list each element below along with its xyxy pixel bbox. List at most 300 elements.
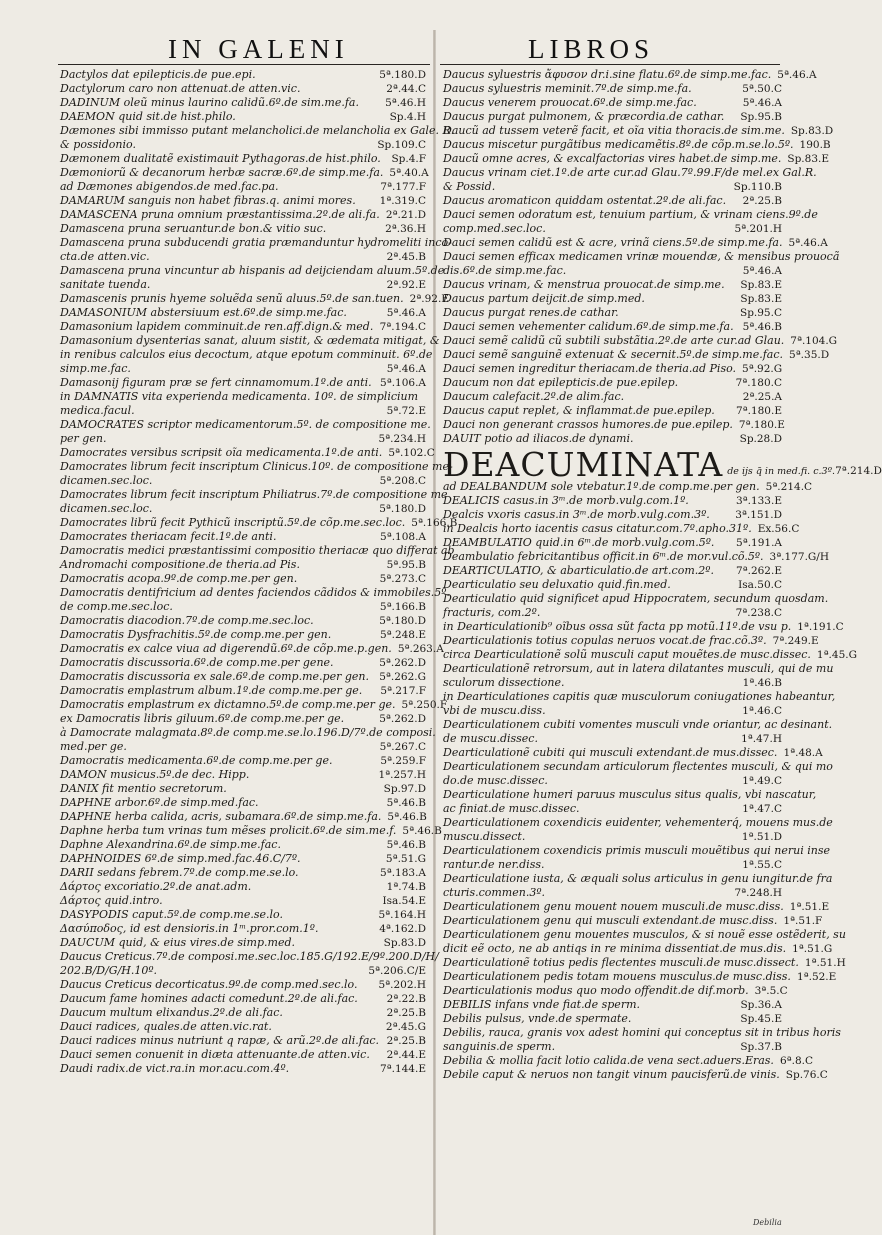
entry-text: DAMOCRATES scriptor medicamentorum.5º. de compositione me.	[60, 418, 431, 431]
headword-note: de ijs q̃ in med.fi. c.3º.	[727, 466, 836, 477]
entry-text: Debile caput & neruos non tangit vinum paucisferũ.de vinis.	[443, 1068, 780, 1081]
index-entry	[443, 376, 782, 390]
entry-text: Daucum calefacit.2º.de alim.fac.	[443, 390, 625, 403]
index-entry	[443, 858, 782, 872]
entry-text: DADINUM oleũ minus laurino calidũ.6º.de sim.me.fa.	[60, 96, 359, 109]
index-entry	[60, 82, 426, 96]
index-entry	[60, 222, 426, 236]
entry-reference: 7ª.262.E	[735, 565, 782, 577]
entry-reference: 5ª.262.D	[379, 713, 426, 725]
index-entry	[60, 936, 426, 950]
entry-text: & possidonio.	[60, 138, 136, 151]
entry-text: DASYPODIS caput.5º.de comp.me.se.lo.	[60, 908, 283, 921]
entry-text: Damascena pruna subducendi gratia præmanduntur hydromeliti inco-	[60, 236, 452, 249]
index-entry	[60, 1062, 426, 1076]
entry-text: DAPHNE herba calida, acris, subamara.6º.de simp.me.fa.	[60, 810, 382, 823]
entry-reference: 5ª.214.C	[765, 481, 813, 493]
entry-reference: 1ª.319.C	[379, 195, 426, 207]
header-rule-left	[58, 64, 430, 65]
index-entry	[443, 802, 782, 816]
entry-text: Daucus partum deijcit.de simp.med.	[443, 292, 645, 305]
index-entry	[60, 628, 426, 642]
entry-reference: 2ª.21.D	[385, 209, 426, 221]
index-entry	[443, 956, 846, 970]
entry-reference: 7ª.180.E	[735, 405, 782, 417]
entry-text: Daucus syluestris meminit.7º.de simp.me.fa.	[443, 82, 692, 95]
entry-text: Damocratis Dysfrachitis.5º.de comp.me.per gen.	[60, 628, 332, 641]
index-entry	[60, 194, 426, 208]
entry-text: DAMARUM sanguis non habet fibras.q. animi mores.	[60, 194, 356, 207]
index-entry	[443, 222, 782, 236]
entry-text: DAEMON quid sit.de hist.philo.	[60, 110, 236, 123]
index-column-right-bottom	[443, 480, 857, 1082]
entry-reference: 1ª.47.C	[742, 803, 782, 815]
index-entry	[60, 236, 452, 250]
entry-reference: 2ª.92.E	[409, 293, 449, 305]
entry-reference: 5ª.202.H	[378, 979, 426, 991]
entry-reference: 5ª.108.A	[380, 531, 426, 543]
entry-text: dis.6º.de simp.me.fac.	[443, 264, 567, 277]
entry-text: à Damocrate malagmata.8º.de comp.me.se.lo.196.D/7º.de composi.	[60, 726, 436, 739]
entry-text: Daucus vrinam, & menstrua prouocat.de simp.me.	[443, 278, 725, 291]
index-column-right	[443, 68, 882, 1082]
entry-text: 202.B/D/G/H.10º.	[60, 964, 158, 977]
entry-reference: 5ª.50.C	[742, 83, 782, 95]
entry-text: Damocratis emplastrum album.1º.de comp.me.per ge.	[60, 684, 363, 697]
entry-text: Dearticulatio quid significet apud Hippocratem, secundum quosdam.	[443, 592, 829, 605]
entry-reference: 5ª.267.C	[379, 741, 426, 753]
index-entry	[60, 950, 439, 964]
index-entry	[443, 732, 782, 746]
entry-text: Daudi radix.de vict.ra.in mor.acu.com.4º.	[60, 1062, 290, 1075]
index-entry	[60, 796, 426, 810]
index-entry	[60, 292, 449, 306]
entry-text: de comp.me.sec.loc.	[60, 600, 173, 613]
entry-text: in Dearticulationes capitis quæ musculorum coniugationes habeantur,	[443, 690, 836, 703]
entry-reference: 7ª.180.E	[738, 419, 785, 431]
entry-text: Debilis pulsus, vnde.de spermate.	[443, 1012, 632, 1025]
index-entry	[60, 572, 426, 586]
entry-text: Damascena pruna vincuntur ab hispanis ad deijciendam aluum.5º.de	[60, 264, 445, 277]
index-entry	[60, 348, 433, 362]
index-entry	[443, 124, 834, 138]
entry-text: muscu.dissect.	[443, 830, 526, 843]
index-entry	[443, 522, 800, 536]
index-entry	[443, 690, 836, 704]
index-entry	[60, 754, 426, 768]
entry-reference: 1ª.51.G	[792, 943, 833, 955]
entry-text: Daucus vrinam ciet.1º.de arte cur.ad Glau.7º.99.F/de mel.ex Gal.R.	[443, 166, 817, 179]
index-entry	[443, 648, 857, 662]
entry-reference: 1ª.52.E	[796, 971, 837, 983]
entry-text: Dearticulationem coxendicis euidenter, vehementerq́, mouens mus.de	[443, 816, 833, 829]
index-entry	[443, 536, 782, 550]
entry-text: ad DEALBANDUM sole vtebatur.1º.de comp.me.per gen.	[443, 480, 760, 493]
entry-text: sanguinis.de sperm.	[443, 1040, 556, 1053]
entry-text: sculorum dissectione.	[443, 676, 565, 689]
entry-text: Damocrates versibus scripsit oĩa medicamenta.1º.de anti.	[60, 446, 383, 459]
entry-text: Damasonij figuram præ se fert cinnamomum.1º.de anti.	[60, 376, 372, 389]
entry-reference: Sp.4.F	[391, 153, 426, 165]
index-entry	[443, 180, 782, 194]
entry-reference: 6ª.8.C	[779, 1055, 813, 1067]
entry-text: Daucus aromaticon quiddam ostentat.2º.de ali.fac.	[443, 194, 727, 207]
entry-text: Daucus Creticus decorticatus.9º.de comp.med.sec.lo.	[60, 978, 358, 991]
entry-text: DEBILIS infans vnde fiat.de sperm.	[443, 998, 641, 1011]
entry-text: Dearticulationem genu mouentes musculos, & si nouẽ esse ostẽderit, su	[443, 928, 846, 941]
entry-text: Damasonium lapidem comminuit.de ren.aff.dign.& med.	[60, 320, 374, 333]
entry-reference: 5ª.263.A	[397, 643, 444, 655]
entry-reference: 5ª.46.B	[402, 825, 442, 837]
index-entry	[60, 432, 426, 446]
index-entry	[443, 390, 782, 404]
entry-text: Dauci semen efficax medicamen vrinæ mouendæ, & mensibus prouocã	[443, 250, 840, 263]
entry-reference: 7ª.194.C	[379, 321, 426, 333]
entry-text: do.de musc.dissec.	[443, 774, 548, 787]
entry-reference: 1ª.47.H	[741, 733, 782, 745]
entry-text: cta.de atten.vic.	[60, 250, 150, 263]
entry-reference: Sp.83.E	[740, 279, 782, 291]
entry-text: Damocratis emplastrum ex dictamno.5º.de comp.me.per ge.	[60, 698, 396, 711]
index-entry	[443, 788, 817, 802]
entry-reference: 5ª.46.B	[386, 797, 426, 809]
index-entry	[60, 502, 426, 516]
entry-reference: 2ª.45.B	[386, 251, 426, 263]
entry-reference: 5ª.95.B	[386, 559, 426, 571]
entry-text: Δάρτος excoriatio.2º.de anat.adm.	[60, 880, 252, 893]
index-entry	[443, 662, 834, 676]
index-entry	[443, 1012, 782, 1026]
entry-text: Dauci semen vehementer calidum.6º.de simp.me.fa.	[443, 320, 734, 333]
entry-reference: 2ª.92.E	[386, 279, 426, 291]
entry-reference: 1ª.46.B	[742, 677, 782, 689]
entry-text: Daucus miscetur purgãtibus medicamẽtis.8º.de cõp.m.se.lo.5º.	[443, 138, 794, 151]
entry-reference: 5ª.259.F	[380, 755, 426, 767]
entry-reference: 1ª.191.C	[797, 621, 844, 633]
index-entry	[60, 488, 448, 502]
entry-text: Andromachi compositione.de theria.ad Pis.	[60, 558, 300, 571]
entry-text: Δασύποδος, id est densioris.in 1ᵐ.pror.com.1º.	[60, 922, 319, 935]
entry-reference: Sp.83.D	[790, 125, 834, 137]
entry-reference: 1ª.257.H	[378, 769, 426, 781]
index-entry	[60, 698, 448, 712]
entry-reference: 1ª.55.C	[742, 859, 782, 871]
entry-text: DAMON musicus.5º.de dec. Hipp.	[60, 768, 250, 781]
index-entry	[443, 292, 782, 306]
entry-text: DANIX fit mentio secretorum.	[60, 782, 227, 795]
entry-text: Dearticulationem genu qui musculi extendant.de musc.diss.	[443, 914, 778, 927]
index-entry	[60, 880, 426, 894]
entry-reference: 5ª.46.B	[386, 839, 426, 851]
entry-text: medica.facul.	[60, 404, 135, 417]
entry-reference: Sp.37.B	[740, 1041, 782, 1053]
index-entry	[443, 208, 818, 222]
entry-text: DAMASONIUM abstersiuum est.6º.de simp.me.fac.	[60, 306, 347, 319]
entry-reference: 5ª.164.H	[378, 909, 426, 921]
entry-reference: 7ª.180.C	[735, 377, 782, 389]
entry-reference: 5ª.46.B	[742, 321, 782, 333]
entry-text: Dactylorum caro non attenuat.de atten.vic.	[60, 82, 301, 95]
index-entry	[443, 348, 830, 362]
entry-reference: 5ª.72.E	[386, 405, 426, 417]
entry-reference: Sp.36.A	[740, 999, 782, 1011]
entry-text: Dearticulatione iusta, & æquali solus articulus in genu iungitur.de fra	[443, 872, 833, 885]
entry-text: per gen.	[60, 432, 107, 445]
index-entry	[443, 362, 782, 376]
entry-text: Daucus syluestris ἄφυσον dr.i.sine flatu.6º.de simp.me.fac.	[443, 68, 772, 81]
entry-text: Dearticulatione humeri paruus musculus situs qualis, vbi nascatur,	[443, 788, 817, 801]
entry-reference: 5ª.40.A	[389, 167, 429, 179]
entry-text: DAMASCENA pruna omnium præstantissima.2º.de ali.fa.	[60, 208, 380, 221]
index-entry	[443, 970, 837, 984]
entry-text: Damocrates theriacam fecit.1º.de anti.	[60, 530, 277, 543]
entry-text: Daucus purgat pulmonem, & præcordia.de cathar.	[443, 110, 725, 123]
index-entry	[60, 1034, 426, 1048]
entry-reference: 1ª.74.B	[386, 881, 426, 893]
index-entry	[60, 600, 426, 614]
entry-reference: Sp.45.E	[740, 1013, 782, 1025]
entry-text: in renibus calculos eius decoctum, atque epotum comminuit. 6º.de	[60, 348, 433, 361]
entry-text: ac finiat.de musc.dissec.	[443, 802, 580, 815]
entry-text: Dearticulationem coxendicis primis musculi mouẽtibus qui nerui inse	[443, 844, 830, 857]
index-entry	[60, 320, 426, 334]
entry-reference: Sp.95.C	[740, 307, 782, 319]
entry-reference: 5ª.248.E	[379, 629, 426, 641]
index-entry	[60, 334, 440, 348]
entry-reference: 3ª.5.C	[754, 985, 788, 997]
entry-text: Dauci semen odoratum est, tenuium partium, & vrinam ciens.9º.de	[443, 208, 818, 221]
index-entry	[60, 782, 426, 796]
entry-reference: 3ª.151.D	[735, 509, 782, 521]
index-entry	[443, 68, 817, 82]
index-entry	[443, 886, 782, 900]
entry-reference: 2ª.25.A	[742, 391, 782, 403]
entry-reference: Sp.97.D	[383, 783, 426, 795]
index-entry	[60, 978, 426, 992]
index-entry	[60, 96, 426, 110]
entry-reference: 7ª.238.C	[735, 607, 782, 619]
entry-text: dicit eẽ octo, ne ab antiqs in re minima dissentiat.de mus.dis.	[443, 942, 787, 955]
entry-text: Daphne herba tum vrinas tum mẽses prolicit.6º.de sim.me.f.	[60, 824, 397, 837]
entry-text: Damocratis acopa.9º.de comp.me.per gen.	[60, 572, 298, 585]
index-entry	[60, 278, 426, 292]
entry-text: Daucus venerem prouocat.6º.de simp.me.fac.	[443, 96, 697, 109]
entry-text: Damocratis ex calce viua ad digerendũ.6º.de cõp.me.p.gen.	[60, 642, 392, 655]
index-entry	[60, 768, 426, 782]
entry-text: Dauci semen conuenit in diæta attenuante.de atten.vic.	[60, 1048, 370, 1061]
entry-reference: 5ª.234.H	[378, 433, 426, 445]
entry-text: in DAMNATIS vita experienda medicamenta. 10º. de simplicium	[60, 390, 419, 403]
index-entry	[60, 1006, 426, 1020]
entry-text: Dearticulationẽ cubiti qui musculi extendant.de mus.dissec.	[443, 746, 778, 759]
entry-reference: 5ª.208.C	[379, 475, 426, 487]
entry-reference: 5ª.102.C	[388, 447, 435, 459]
entry-reference: 190.B	[799, 139, 831, 151]
index-entry	[60, 558, 426, 572]
index-entry	[60, 250, 426, 264]
entry-text: cturis.commen.3º.	[443, 886, 545, 899]
index-column-left	[60, 68, 458, 1076]
entry-reference: 5ª.51.G	[385, 853, 426, 865]
catchword: Debilia	[753, 1218, 782, 1227]
index-entry	[443, 418, 785, 432]
index-entry	[60, 670, 426, 684]
entry-text: DEARTICULATIO, & abarticulatio.de art.com.2º.	[443, 564, 714, 577]
index-entry	[443, 264, 782, 278]
entry-text: Dealcis vxoris casus.in 3ᵐ.de morb.vulg.com.3º.	[443, 508, 710, 521]
entry-text: Daucũ omne acres, & excalfactorias vires habet.de simp.me.	[443, 152, 782, 165]
entry-reference: 5ª.46.A	[788, 237, 828, 249]
entry-text: Dauci semen calidũ est & acre, vrinã ciens.5º.de simp.me.fa.	[443, 236, 783, 249]
index-entry	[443, 578, 782, 592]
entry-text: Damocratis dentifricium ad dentes faciendos cãdidos & immobiles.5º.	[60, 586, 450, 599]
index-entry	[443, 816, 833, 830]
index-entry	[443, 844, 830, 858]
index-entry	[60, 992, 426, 1006]
entry-text: Debilia & mollia facit lotio calida.de vena sect.aduers.Eras.	[443, 1054, 774, 1067]
index-entry	[443, 508, 782, 522]
entry-reference: 7ª.248.H	[734, 887, 782, 899]
entry-reference: 5ª.46.A	[386, 363, 426, 375]
index-entry	[60, 460, 453, 474]
entry-reference: Sp.76.C	[785, 1069, 828, 1081]
entry-text: Damocratis discussoria ex sale.6º.de comp.me.per gen.	[60, 670, 369, 683]
entry-reference: 5ª.262.D	[379, 657, 426, 669]
entry-text: Dearticulationẽ totius pedis flectentes musculi.de musc.dissect.	[443, 956, 799, 969]
index-column-right-top	[443, 68, 840, 446]
entry-reference: 2ª.45.G	[385, 1021, 426, 1033]
entry-reference: Ex.56.C	[757, 523, 800, 535]
entry-text: Daphne Alexandrina.6º.de simp.me.fac.	[60, 838, 281, 851]
index-entry	[443, 320, 782, 334]
index-entry	[443, 110, 782, 124]
index-entry	[60, 740, 426, 754]
index-entry	[443, 900, 830, 914]
entry-text: ex Damocratis libris giluum.6º.de comp.me.per ge.	[60, 712, 345, 725]
entry-reference: Isa.50.C	[738, 579, 782, 591]
entry-text: Δάρτος quid.intro.	[60, 894, 163, 907]
index-entry	[443, 82, 782, 96]
entry-reference: 5ª.166.B	[411, 517, 458, 529]
entry-text: Daucum multum elixandus.2º.de ali.fac.	[60, 1006, 283, 1019]
entry-text: Damasonium dysenterias sanat, aluum sistit, & œdemata mitigat, &	[60, 334, 440, 347]
entry-text: Daucum fame homines adacti comedunt.2º.de ali.fac.	[60, 992, 358, 1005]
entry-text: Damocratis medici præstantissimi compositio theriacæ quo differat ab	[60, 544, 455, 557]
index-entry	[60, 516, 458, 530]
entry-text: Dauci semen ingreditur theriacam.de theria.ad Piso.	[443, 362, 737, 375]
index-entry	[443, 564, 782, 578]
index-entry	[443, 774, 782, 788]
entry-reference: 1ª.49.C	[742, 775, 782, 787]
index-entry	[60, 362, 426, 376]
entry-text: rantur.de ner.diss.	[443, 858, 545, 871]
index-entry	[443, 96, 782, 110]
entry-text: DAUCUM quid, & eius vires.de simp.med.	[60, 936, 296, 949]
entry-text: Dearticulationis totius copulas neruos vocat.de frac.cõ.3º.	[443, 634, 767, 647]
index-entry	[443, 166, 817, 180]
entry-text: ad Dæmones abigendos.de med.fac.pa.	[60, 180, 279, 193]
entry-reference: 1ª.51.D	[741, 831, 782, 843]
entry-reference: 2ª.36.H	[385, 223, 426, 235]
entry-reference: 2ª.25.B	[386, 1007, 426, 1019]
index-entry	[443, 606, 782, 620]
entry-reference: 2ª.22.B	[386, 993, 426, 1005]
index-entry	[443, 250, 840, 264]
entry-reference: 5ª.217.F	[380, 685, 426, 697]
entry-reference: Sp.110.B	[733, 181, 782, 193]
entry-text: simp.me.fac.	[60, 362, 131, 375]
entry-text: Dearticulationis modus quo modo offendit.de dif.morb.	[443, 984, 749, 997]
index-entry	[60, 908, 426, 922]
index-entry	[60, 110, 426, 124]
entry-reference: 3ª.177.G/H	[769, 551, 829, 563]
entry-reference: 1ª.51.F	[783, 915, 823, 927]
entry-text: Dearticulationem pedis totam mouens musculus.de musc.diss.	[443, 970, 791, 983]
entry-reference: 3ª.133.E	[735, 495, 782, 507]
entry-text: med.per ge.	[60, 740, 127, 753]
entry-text: Dauci semẽ sanguinẽ extenuat & secernit.5º.de simp.me.fac.	[443, 348, 784, 361]
entry-reference: 5ª.46.A	[386, 307, 426, 319]
entry-reference: 5ª.206.C/E	[368, 965, 426, 977]
entry-reference: 5ª.106.A	[380, 377, 426, 389]
entry-text: Daucus purgat renes.de cathar.	[443, 306, 619, 319]
entry-text: Dæmones sibi immisso putant melancholici.de melancholia ex Gale. R.	[60, 124, 455, 137]
index-entry	[60, 152, 426, 166]
entry-reference: 1ª.51.H	[804, 957, 846, 969]
index-entry	[443, 306, 782, 320]
headword-entry	[443, 445, 882, 484]
entry-reference: 5ª.273.C	[379, 573, 426, 585]
index-entry	[60, 922, 426, 936]
entry-text: Dæmoniorũ & decanorum herbæ sacræ.6º.de simp.me.fa.	[60, 166, 384, 179]
index-entry	[60, 810, 426, 824]
entry-reference: 5ª.92.G	[742, 363, 783, 375]
entry-text: Dearticulationem cubiti vomentes musculi vnde oriantur, ac desinant.	[443, 718, 833, 731]
index-entry	[443, 1026, 841, 1040]
entry-text: circa Dearticulationẽ solũ musculi caput mouẽtes.de musc.dissec.	[443, 648, 811, 661]
entry-reference: 5ª.46.A	[742, 97, 782, 109]
entry-reference: 5ª.201.H	[734, 223, 782, 235]
entry-text: Dearticulationem secundam articulorum flectentes musculi, & qui mo	[443, 760, 833, 773]
entry-reference: 5ª.166.B	[379, 601, 426, 613]
index-entry	[443, 550, 829, 564]
entry-reference: 7ª.144.E	[379, 1063, 426, 1075]
index-entry	[443, 620, 844, 634]
entry-text: Dauci radices, quales.de atten.vic.rat.	[60, 1020, 272, 1033]
index-entry	[60, 586, 450, 600]
index-entry	[443, 984, 788, 998]
index-entry	[60, 1048, 426, 1062]
entry-text: Dauci radices minus nutriunt q rapæ, & arũ.2º.de ali.fac.	[60, 1034, 380, 1047]
index-entry	[443, 872, 833, 886]
index-entry	[60, 376, 426, 390]
index-entry	[60, 418, 431, 432]
index-entry	[443, 634, 819, 648]
entry-reference: 5ª.46.A	[777, 69, 817, 81]
entry-text: Damascenis prunis hyeme soluẽda senũ aluus.5º.de san.tuen.	[60, 292, 404, 305]
entry-text: Dearticulatio seu deluxatio quid.fin.med.	[443, 578, 671, 591]
entry-text: Damocrates librum fecit inscriptum Clinicus.10º. de compositione me-	[60, 460, 453, 473]
entry-text: DAPHNOIDES 6º.de simp.med.fac.46.C/7º.	[60, 852, 301, 865]
index-entry	[443, 480, 813, 494]
entry-reference: 5ª.250.F	[401, 699, 448, 711]
entry-reference: 2ª.44.E	[386, 1049, 426, 1061]
entry-text: Daucus caput replet, & inflammat.de pue.epilep.	[443, 404, 715, 417]
index-entry	[60, 446, 435, 460]
index-entry	[443, 718, 833, 732]
entry-reference: 4ª.162.D	[379, 923, 426, 935]
entry-reference: 5ª.46.B	[387, 811, 427, 823]
